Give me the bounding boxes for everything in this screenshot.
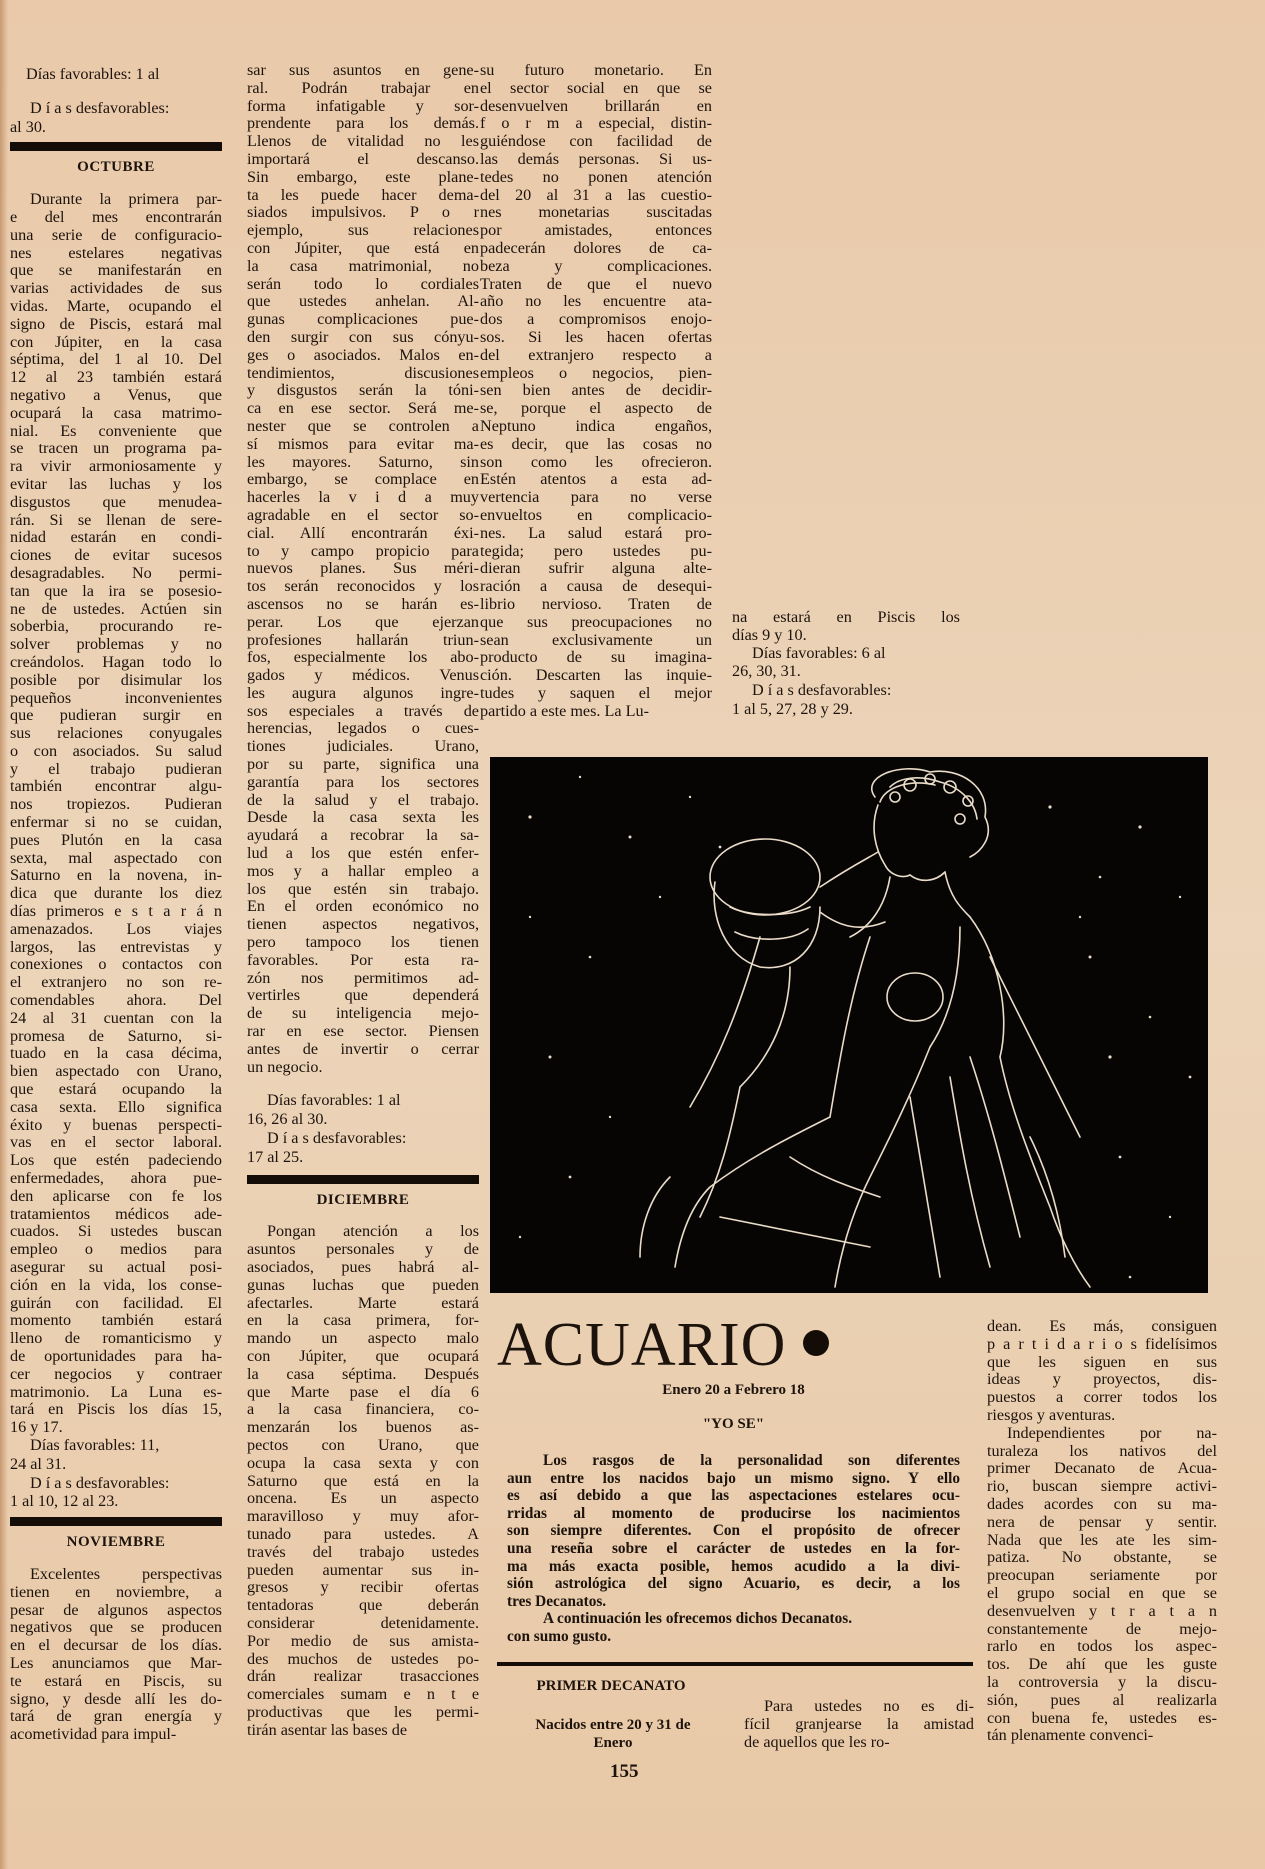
column-1 bbox=[10, 66, 222, 1744]
text-line: negativos que se producen bbox=[10, 1619, 222, 1637]
text-line: tudes y saquen el mejor bbox=[480, 684, 712, 702]
diciembre-days-favorable: Días favorables: 6 al bbox=[752, 643, 886, 662]
noviembre-text bbox=[10, 1566, 222, 1744]
text-line: embargo, se complace en bbox=[247, 471, 479, 489]
noviembre-days-unfavorable: D í a s desfavorables: bbox=[267, 1129, 407, 1148]
text-line: con Júpiter, que ocupará bbox=[247, 1347, 479, 1365]
text-line: aun entre los nacidos bajo un mismo signo. Y ello bbox=[507, 1469, 960, 1487]
text-line: sos. Si les hacen ofertas bbox=[480, 328, 712, 346]
text-line: cial. Allí encontrarán éxi- bbox=[247, 524, 479, 542]
text-line: conexiones o contactos con bbox=[10, 956, 222, 974]
text-line: to y campo propicio para bbox=[247, 542, 479, 560]
text-line: afectarles. Marte estará bbox=[247, 1294, 479, 1312]
text-line: primer Decanato de Acua- bbox=[987, 1460, 1217, 1478]
text-line: ocupará la casa matrimo- bbox=[10, 404, 222, 422]
text-line: ayudará a recobrar la sa- bbox=[247, 827, 479, 845]
aquarius-illustration bbox=[490, 757, 1208, 1293]
intro-paragraph-2-cont: con sumo gusto. bbox=[507, 1627, 612, 1645]
text-line: p a r t i d a r i o s fidelísimos bbox=[987, 1335, 1217, 1353]
text-line: producto de su imagina- bbox=[480, 649, 712, 667]
text-line: asegurar su actual posi- bbox=[10, 1259, 222, 1276]
text-line: en el decursar de los días. bbox=[10, 1637, 222, 1655]
decanato-subtitle-line-2: Enero bbox=[593, 1735, 633, 1751]
text-line: solver problemas y no bbox=[10, 636, 222, 654]
text-line: vertencia para no verse bbox=[480, 489, 712, 507]
text-line: bien aspectado con Urano, bbox=[10, 1063, 222, 1081]
text-line: su futuro monetario. En bbox=[480, 62, 712, 79]
text-line: gunas complicaciones pue- bbox=[247, 311, 479, 329]
text-line: pueden aumentar sus in- bbox=[247, 1561, 479, 1579]
text-line: nes estelares negativas bbox=[10, 244, 222, 262]
text-line: son como les ofrecieron. bbox=[480, 453, 712, 471]
text-line: y el trabajo pudieran bbox=[10, 760, 222, 778]
text-line: agradable en el sector so- bbox=[247, 506, 479, 524]
diciembre-days-favorable-cont: 26, 30, 31. bbox=[732, 662, 801, 681]
text-line: Por medio de sus amista- bbox=[247, 1632, 479, 1650]
text-line: Para ustedes no es di- bbox=[764, 1698, 974, 1715]
text-line: que estará ocupando la bbox=[10, 1081, 222, 1099]
text-line: varias actividades de sus bbox=[10, 280, 222, 298]
text-line: comendables ahora. Del bbox=[10, 992, 222, 1010]
page-edge-shadow bbox=[0, 0, 8, 1869]
text-line: Independientes por na- bbox=[1007, 1424, 1217, 1442]
column-2 bbox=[247, 62, 479, 1740]
text-line: dica que durante los diez bbox=[10, 885, 222, 903]
text-line: forma infatigable y sor- bbox=[247, 97, 479, 115]
text-line: tán plenamente convenci- bbox=[987, 1727, 1154, 1745]
text-line: les mayores. Saturno, sin bbox=[247, 453, 479, 471]
text-line: tentadoras que deberán bbox=[247, 1597, 479, 1615]
text-line: vertirles que dependerá bbox=[247, 987, 479, 1005]
text-line: vidas. Marte, ocupando el bbox=[10, 297, 222, 315]
text-line: pesar de algunos aspectos bbox=[10, 1601, 222, 1619]
text-line: y disgustos serán la tóni- bbox=[247, 382, 479, 400]
text-line: es así debido a que las aspectaciones estelares ocu- bbox=[507, 1487, 960, 1505]
text-line: lud a los que estén enfer- bbox=[247, 845, 479, 863]
text-line: beza y complicaciones. bbox=[480, 257, 712, 275]
acuario-intro bbox=[507, 1452, 960, 1646]
text-line: padecerán dolores de ca- bbox=[480, 239, 712, 257]
text-line: matrimonio. La Luna es- bbox=[10, 1383, 222, 1401]
noviembre-text-cont bbox=[247, 62, 479, 1076]
text-line: de aquellos que les ro- bbox=[744, 1733, 890, 1751]
text-line: rio, buscan siempre activi- bbox=[987, 1478, 1217, 1496]
days-unfavorable-top: D í a s desfavorables: bbox=[30, 98, 170, 117]
text-line: el extranjero no son re- bbox=[10, 974, 222, 992]
text-line: las demás personas. Si us- bbox=[480, 150, 712, 168]
text-line: librio nervioso. Traten de bbox=[480, 595, 712, 613]
decanato-subtitle bbox=[497, 1716, 729, 1752]
text-line: nester que se controlen a bbox=[247, 417, 479, 435]
text-line: tunado para ustedes. A bbox=[247, 1525, 479, 1543]
text-line: dieran sufrir alguna alte- bbox=[480, 560, 712, 578]
text-line: Neptuno indica engaños, bbox=[480, 417, 712, 435]
text-line: des muchos de ustedes po- bbox=[247, 1650, 479, 1668]
diciembre-text bbox=[247, 1223, 479, 1739]
text-line: pues Plutón en la casa bbox=[10, 831, 222, 849]
text-line: gunas luchas que pueden bbox=[247, 1276, 479, 1294]
text-line: sexta, mal aspectado con bbox=[10, 849, 222, 867]
text-line: tos serán reconocidos y los bbox=[247, 578, 479, 596]
text-line: ra vivir armoniosamente y bbox=[10, 458, 222, 476]
text-line: tos. De ahí que les guste bbox=[987, 1656, 1217, 1674]
text-line: Nada que les ate les sim- bbox=[987, 1531, 1217, 1549]
text-line: a la casa financiera, co- bbox=[247, 1401, 479, 1419]
diciembre-text-cont bbox=[480, 62, 712, 720]
text-line: envueltos en complicacio- bbox=[480, 506, 712, 524]
text-line: considerar detenidamente. bbox=[247, 1614, 479, 1632]
text-line: pero tampoco los tienen bbox=[247, 934, 479, 952]
text-line: ejemplo, sus relaciones bbox=[247, 222, 479, 240]
text-line: por su parte, significa una bbox=[247, 756, 479, 774]
text-line: tegida; pero ustedes pu- bbox=[480, 542, 712, 560]
text-line: nes. La salud estará pro- bbox=[480, 524, 712, 542]
text-line: preocupan seriamente por bbox=[987, 1567, 1217, 1585]
text-line: menzarán los buenos as- bbox=[247, 1419, 479, 1437]
text-line: ración a causa de desequi- bbox=[480, 578, 712, 596]
text-line: guiéndose con facilidad de bbox=[480, 133, 712, 151]
text-line: o con asociados. Su salud bbox=[10, 742, 222, 760]
acuario-dates: Enero 20 a Febrero 18 bbox=[662, 1382, 805, 1398]
text-line: cer negocios y contraer bbox=[10, 1365, 222, 1383]
text-line: la controversia y la discu- bbox=[987, 1673, 1217, 1691]
text-line: nera de pensar y sentir. bbox=[987, 1513, 1217, 1531]
text-line: son siempre diferentes. Con el propósito de ofrecer bbox=[507, 1522, 960, 1540]
text-line: que se manifestarán en bbox=[10, 262, 222, 280]
text-line: Traten de que el nuevo bbox=[480, 275, 712, 293]
text-line: ges o asociados. Malos en- bbox=[247, 346, 479, 364]
text-line: cuados. Si ustedes buscan bbox=[10, 1223, 222, 1241]
text-line: Les anunciamos que Mar- bbox=[10, 1654, 222, 1672]
text-line: rar en ese sector. Piensen bbox=[247, 1023, 479, 1041]
diciembre-text-end bbox=[732, 609, 960, 645]
decanato-title: PRIMER DECANATO bbox=[536, 1678, 686, 1694]
text-line: éxito y buenas perspecti- bbox=[10, 1116, 222, 1134]
text-line: casa sexta. Ello significa bbox=[10, 1098, 222, 1116]
text-line: del 20 al 31 a las cuestio- bbox=[480, 186, 712, 204]
text-line: con Júpiter, que está en bbox=[247, 239, 479, 257]
text-line: que Marte pase el día 6 bbox=[247, 1383, 479, 1401]
text-line: acometividad para impul- bbox=[10, 1726, 177, 1744]
text-line: momento también estará bbox=[10, 1312, 222, 1330]
acuario-motto: "YO SE" bbox=[702, 1416, 765, 1432]
text-line: empleos o negocios, pien- bbox=[480, 364, 712, 382]
text-line: ca en ese sector. Será me- bbox=[247, 400, 479, 418]
text-line: posible por disimular los bbox=[10, 671, 222, 689]
text-line: tendimientos, discusiones bbox=[247, 364, 479, 382]
text-line: un negocio. bbox=[247, 1058, 323, 1076]
text-line: gresos y recibir ofertas bbox=[247, 1579, 479, 1597]
text-line: desenvuelven brillarán en bbox=[480, 97, 712, 115]
text-line: sean exclusivamente un bbox=[480, 631, 712, 649]
text-line: tan que la ira se posesio- bbox=[10, 582, 222, 600]
octubre-days-favorable: Días favorables: 11, bbox=[30, 1435, 160, 1454]
text-line: f o r m a especial, distin- bbox=[480, 115, 712, 133]
text-line: desenvuelven y t r a t a n bbox=[987, 1602, 1217, 1620]
text-line: sí mismos para evitar ma- bbox=[247, 435, 479, 453]
text-line: tienen en noviembre, a bbox=[10, 1583, 222, 1601]
column-3 bbox=[480, 62, 712, 720]
text-line: que les siguen en sus bbox=[987, 1353, 1217, 1371]
text-line: signo de Piscis, estará mal bbox=[10, 315, 222, 333]
text-line: través del trabajo ustedes bbox=[247, 1543, 479, 1561]
diciembre-days-unfavorable-cont: 1 al 5, 27, 28 y 29. bbox=[732, 699, 853, 718]
text-line: na estará en Piscis los bbox=[732, 609, 960, 626]
text-line: tará de gran energía y bbox=[10, 1708, 222, 1726]
text-line: sión, pues al realizarla bbox=[987, 1691, 1217, 1709]
text-line: tedes no ponen atención bbox=[480, 168, 712, 186]
text-line: año no les encuentre ata- bbox=[480, 293, 712, 311]
text-line: se, porque el aspecto de bbox=[480, 400, 712, 418]
text-line: desagradables. No permi- bbox=[10, 564, 222, 582]
decanato-divider bbox=[497, 1662, 973, 1666]
text-line: den aplicarse con fe los bbox=[10, 1187, 222, 1205]
text-line: perar. Los que ejerzan bbox=[247, 613, 479, 631]
text-line: patiza. No obstante, se bbox=[987, 1549, 1217, 1567]
text-line: el grupo social en que se bbox=[987, 1584, 1217, 1602]
text-line: una reseña sobre el carácter de ustedes en la for- bbox=[507, 1539, 960, 1557]
text-line: por amistades, entonces bbox=[480, 222, 712, 240]
text-line: nes monetarias suscitadas bbox=[480, 204, 712, 222]
text-line: asuntos personales y de bbox=[247, 1241, 479, 1259]
text-line: creándolos. Hagan todo lo bbox=[10, 653, 222, 671]
heading-bullet-icon bbox=[803, 1330, 829, 1356]
text-line: ción en la vida, los conse- bbox=[10, 1276, 222, 1294]
text-line: rridas al momento de producirse los nacimientos bbox=[507, 1504, 960, 1522]
text-line: nial. Es conveniente que bbox=[10, 422, 222, 440]
text-line: profesiones hallarán triun- bbox=[247, 631, 479, 649]
octubre-days-unfavorable: D í a s desfavorables: bbox=[30, 1473, 170, 1492]
text-line: Durante la primera par- bbox=[30, 191, 222, 209]
noviembre-days-favorable: Días favorables: 1 al bbox=[267, 1091, 401, 1110]
text-line: enfermedades, ahora pue- bbox=[10, 1170, 222, 1188]
text-line: mos y a hallar empleo a bbox=[247, 862, 479, 880]
text-line: disgustos que menudea- bbox=[10, 493, 222, 511]
text-line: que sus preocupaciones no bbox=[480, 613, 712, 631]
text-line: Los que estén padeciendo bbox=[10, 1152, 222, 1170]
text-line: fos, especialmente los abo- bbox=[247, 649, 479, 667]
aquarius-figure-drawing bbox=[490, 757, 1208, 1293]
text-line: ma más exacta posible, hemos acudido a la divi- bbox=[507, 1557, 960, 1575]
text-line: turaleza los nativos del bbox=[987, 1442, 1217, 1460]
text-line: el sector social en que se bbox=[480, 79, 712, 97]
text-line: constantemente de mejo- bbox=[987, 1620, 1217, 1638]
text-line: ascensos no se harán es- bbox=[247, 595, 479, 613]
text-line: comerciales sumam e n t e bbox=[247, 1686, 479, 1704]
text-line: con buena fe, ustedes es- bbox=[987, 1709, 1217, 1727]
text-line: pequeños inconvenientes bbox=[10, 689, 222, 707]
text-line: Estén atentos a esta ad- bbox=[480, 471, 712, 489]
text-line: tienen aspectos negativos, bbox=[247, 916, 479, 934]
text-line: de la salud y el trabajo. bbox=[247, 791, 479, 809]
text-line: dos a compromisos enojo- bbox=[480, 311, 712, 329]
text-line: Desde la casa sexta les bbox=[247, 809, 479, 827]
text-line: riesgos y aventuras. bbox=[987, 1406, 1116, 1424]
text-line: zón nos permitimos ad- bbox=[247, 969, 479, 987]
text-line: ne de ustedes. Actúen sin bbox=[10, 600, 222, 618]
octubre-days-unfavorable-cont: 1 al 10, 12 al 23. bbox=[10, 1492, 119, 1511]
text-line: tiones judiciales. Urano, bbox=[247, 738, 479, 756]
text-line: también encontrar algu- bbox=[10, 778, 222, 796]
text-line: ral. Podrán trabajar en bbox=[247, 79, 479, 97]
section-title-noviembre: NOVIEMBRE bbox=[66, 1534, 166, 1551]
text-line: empleo o medios para bbox=[10, 1241, 222, 1259]
days-unfavorable-top-cont: al 30. bbox=[10, 117, 46, 136]
text-line: que pudieran surgir en bbox=[10, 707, 222, 725]
text-line: dean. Es más, consiguen bbox=[987, 1318, 1217, 1335]
octubre-text bbox=[10, 191, 222, 1437]
text-line: guirán con facilidad. El bbox=[10, 1294, 222, 1312]
text-line: séptima, del 1 al 10. Del bbox=[10, 351, 222, 369]
text-line: oncena. Es un aspecto bbox=[247, 1490, 479, 1508]
section-title-diciembre: DICIEMBRE bbox=[316, 1191, 410, 1208]
text-line: ideas y proyectos, dis- bbox=[987, 1371, 1217, 1389]
text-line: soberbia, procurando re- bbox=[10, 618, 222, 636]
text-line: negativo a Venus, que bbox=[10, 386, 222, 404]
text-line: la casa matrimonial, no bbox=[247, 257, 479, 275]
text-line: e del mes encontrarán bbox=[10, 208, 222, 226]
text-line: ocupa la casa sexta y con bbox=[247, 1454, 479, 1472]
text-line: tres Decanatos. bbox=[507, 1592, 607, 1610]
text-line: vas en el sector laboral. bbox=[10, 1134, 222, 1152]
text-line: sen bien antes de decidir- bbox=[480, 382, 712, 400]
text-line: rán. Si se llenan de sere- bbox=[10, 511, 222, 529]
text-line: nuevos planes. Sus méri- bbox=[247, 560, 479, 578]
text-line: evitar las luchas y los bbox=[10, 475, 222, 493]
text-line: nos tropiezos. Pudieran bbox=[10, 796, 222, 814]
text-line: den surgir con sus cónyu- bbox=[247, 328, 479, 346]
text-line: productivas que les permi- bbox=[247, 1703, 479, 1721]
section-divider-diciembre bbox=[247, 1175, 479, 1184]
text-line: nidad estarán en condi- bbox=[10, 529, 222, 547]
text-line: 24 al 31 cuentan con la bbox=[10, 1009, 222, 1027]
text-line: que ustedes anhelan. Al- bbox=[247, 293, 479, 311]
text-line: lleno de romanticismo y bbox=[10, 1330, 222, 1348]
text-line: En el orden económico no bbox=[247, 898, 479, 916]
text-line: Pongan atención a los bbox=[267, 1223, 479, 1241]
page-number: 155 bbox=[610, 1761, 639, 1782]
text-line: sar sus asuntos en gene- bbox=[247, 62, 479, 79]
text-line: sión astrológica del signo Acuario, es decir, a los bbox=[507, 1575, 960, 1593]
column-right bbox=[987, 1318, 1217, 1745]
acuario-heading: ACUARIO bbox=[497, 1311, 787, 1379]
text-line: asociados, pues habrá al- bbox=[247, 1259, 479, 1276]
text-line: es decir, que las cosas no bbox=[480, 435, 712, 453]
section-divider-octubre bbox=[10, 142, 222, 151]
column-4 bbox=[732, 609, 960, 720]
decanato-column-text bbox=[744, 1698, 974, 1751]
intro-paragraph-1 bbox=[507, 1452, 960, 1610]
text-line: promesa de Saturno, si- bbox=[10, 1027, 222, 1045]
decanato-text-right bbox=[987, 1318, 1217, 1425]
text-line: tará en Piscis los días 15, bbox=[10, 1401, 222, 1419]
text-line: Sin embargo, este plane- bbox=[247, 168, 479, 186]
text-line: fícil granjearse la amistad bbox=[744, 1715, 974, 1733]
decanato-text-right-2 bbox=[987, 1425, 1217, 1745]
octubre-days-favorable-cont: 24 al 31. bbox=[10, 1454, 67, 1473]
text-line: con Júpiter, en la casa bbox=[10, 333, 222, 351]
text-line: garantía para los sectores bbox=[247, 773, 479, 791]
text-line: signo, y desde allí les do- bbox=[10, 1690, 222, 1708]
text-line: Saturno que está en la bbox=[247, 1472, 479, 1490]
text-line: días primeros e s t a r á n bbox=[10, 903, 222, 921]
text-line: ciones de evitar sucesos bbox=[10, 547, 222, 565]
text-line: mando un aspecto malo bbox=[247, 1330, 479, 1348]
text-line: herencias, legados o cues- bbox=[247, 720, 479, 738]
decanato-subtitle-line-1: Nacidos entre 20 y 31 de bbox=[535, 1717, 691, 1733]
decanato-text bbox=[744, 1698, 974, 1751]
noviembre-days-favorable-cont: 16, 26 al 30. bbox=[247, 1110, 328, 1129]
text-line: partido a este mes. La Lu- bbox=[480, 702, 650, 720]
text-line: prendente para los demás. bbox=[247, 115, 479, 133]
text-line: importará el descanso. bbox=[247, 150, 479, 168]
text-line: Llenos de vitalidad no les bbox=[247, 133, 479, 151]
text-line: días 9 y 10. bbox=[732, 626, 807, 644]
text-line: tuado en la casa décima, bbox=[10, 1045, 222, 1063]
text-line: te estará en Piscis, su bbox=[10, 1672, 222, 1690]
diciembre-days-unfavorable: D í a s desfavorables: bbox=[752, 681, 892, 700]
text-line: del extranjero respecto a bbox=[480, 346, 712, 364]
text-line: amenazados. Los viajes bbox=[10, 920, 222, 938]
text-line: sos especiales a través de bbox=[247, 702, 479, 720]
text-line: en la casa primera, for- bbox=[247, 1312, 479, 1330]
text-line: les augura algunos ingre- bbox=[247, 684, 479, 702]
text-line: una serie de configuracio- bbox=[10, 226, 222, 244]
text-line: hacerles la v i d a muy bbox=[247, 489, 479, 507]
text-line: sus relaciones conyugales bbox=[10, 725, 222, 743]
text-line: largos, las entrevistas y bbox=[10, 938, 222, 956]
text-line: tirán asentar las bases de bbox=[247, 1721, 408, 1739]
text-line: tratamientos médicos ade- bbox=[10, 1205, 222, 1223]
text-line: dades acordes con su ma- bbox=[987, 1495, 1217, 1513]
text-line: 16 y 17. bbox=[10, 1419, 63, 1437]
text-line: siados impulsivos. P o r bbox=[247, 204, 479, 222]
text-line: pectos con Urano, que bbox=[247, 1436, 479, 1454]
text-line: antes de invertir o cerrar bbox=[247, 1040, 479, 1058]
text-line: ta les puede hacer dema- bbox=[247, 186, 479, 204]
text-line: ción. Descarten las inquie- bbox=[480, 667, 712, 685]
days-favorable-top: Días favorables: 1 al bbox=[26, 65, 160, 83]
noviembre-days-unfavorable-cont: 17 al 25. bbox=[247, 1147, 304, 1166]
text-line: de oportunidades para ha- bbox=[10, 1347, 222, 1365]
text-line: Excelentes perspectivas bbox=[30, 1565, 222, 1583]
text-line: favorables. Por esta ra- bbox=[247, 951, 479, 969]
text-line: los que estén sin trabajo. bbox=[247, 880, 479, 898]
text-line: de su inteligencia mejo- bbox=[247, 1005, 479, 1023]
section-title-octubre: OCTUBRE bbox=[77, 159, 155, 176]
text-line: serán todo lo cordiales bbox=[247, 275, 479, 293]
text-line: maravilloso y muy afor- bbox=[247, 1508, 479, 1526]
text-line: puestos a correr todos los bbox=[987, 1389, 1217, 1407]
text-line: enfermar si no se cuidan, bbox=[10, 814, 222, 832]
intro-paragraph-2: A continuación les ofrecemos dichos Decanatos. bbox=[543, 1610, 853, 1628]
text-line: 12 al 23 también estará bbox=[10, 369, 222, 387]
section-divider-noviembre bbox=[10, 1517, 222, 1526]
text-line: rarlo en todos los aspec- bbox=[987, 1638, 1217, 1656]
text-line: drán realizar trasacciones bbox=[247, 1668, 479, 1686]
text-line: gados y médicos. Venus bbox=[247, 667, 479, 685]
text-line: Saturno en la novena, in- bbox=[10, 867, 222, 885]
text-line: Los rasgos de la personalidad son diferentes bbox=[543, 1452, 960, 1469]
text-line: se tracen un programa pa- bbox=[10, 440, 222, 458]
text-line: la casa séptima. Después bbox=[247, 1365, 479, 1383]
